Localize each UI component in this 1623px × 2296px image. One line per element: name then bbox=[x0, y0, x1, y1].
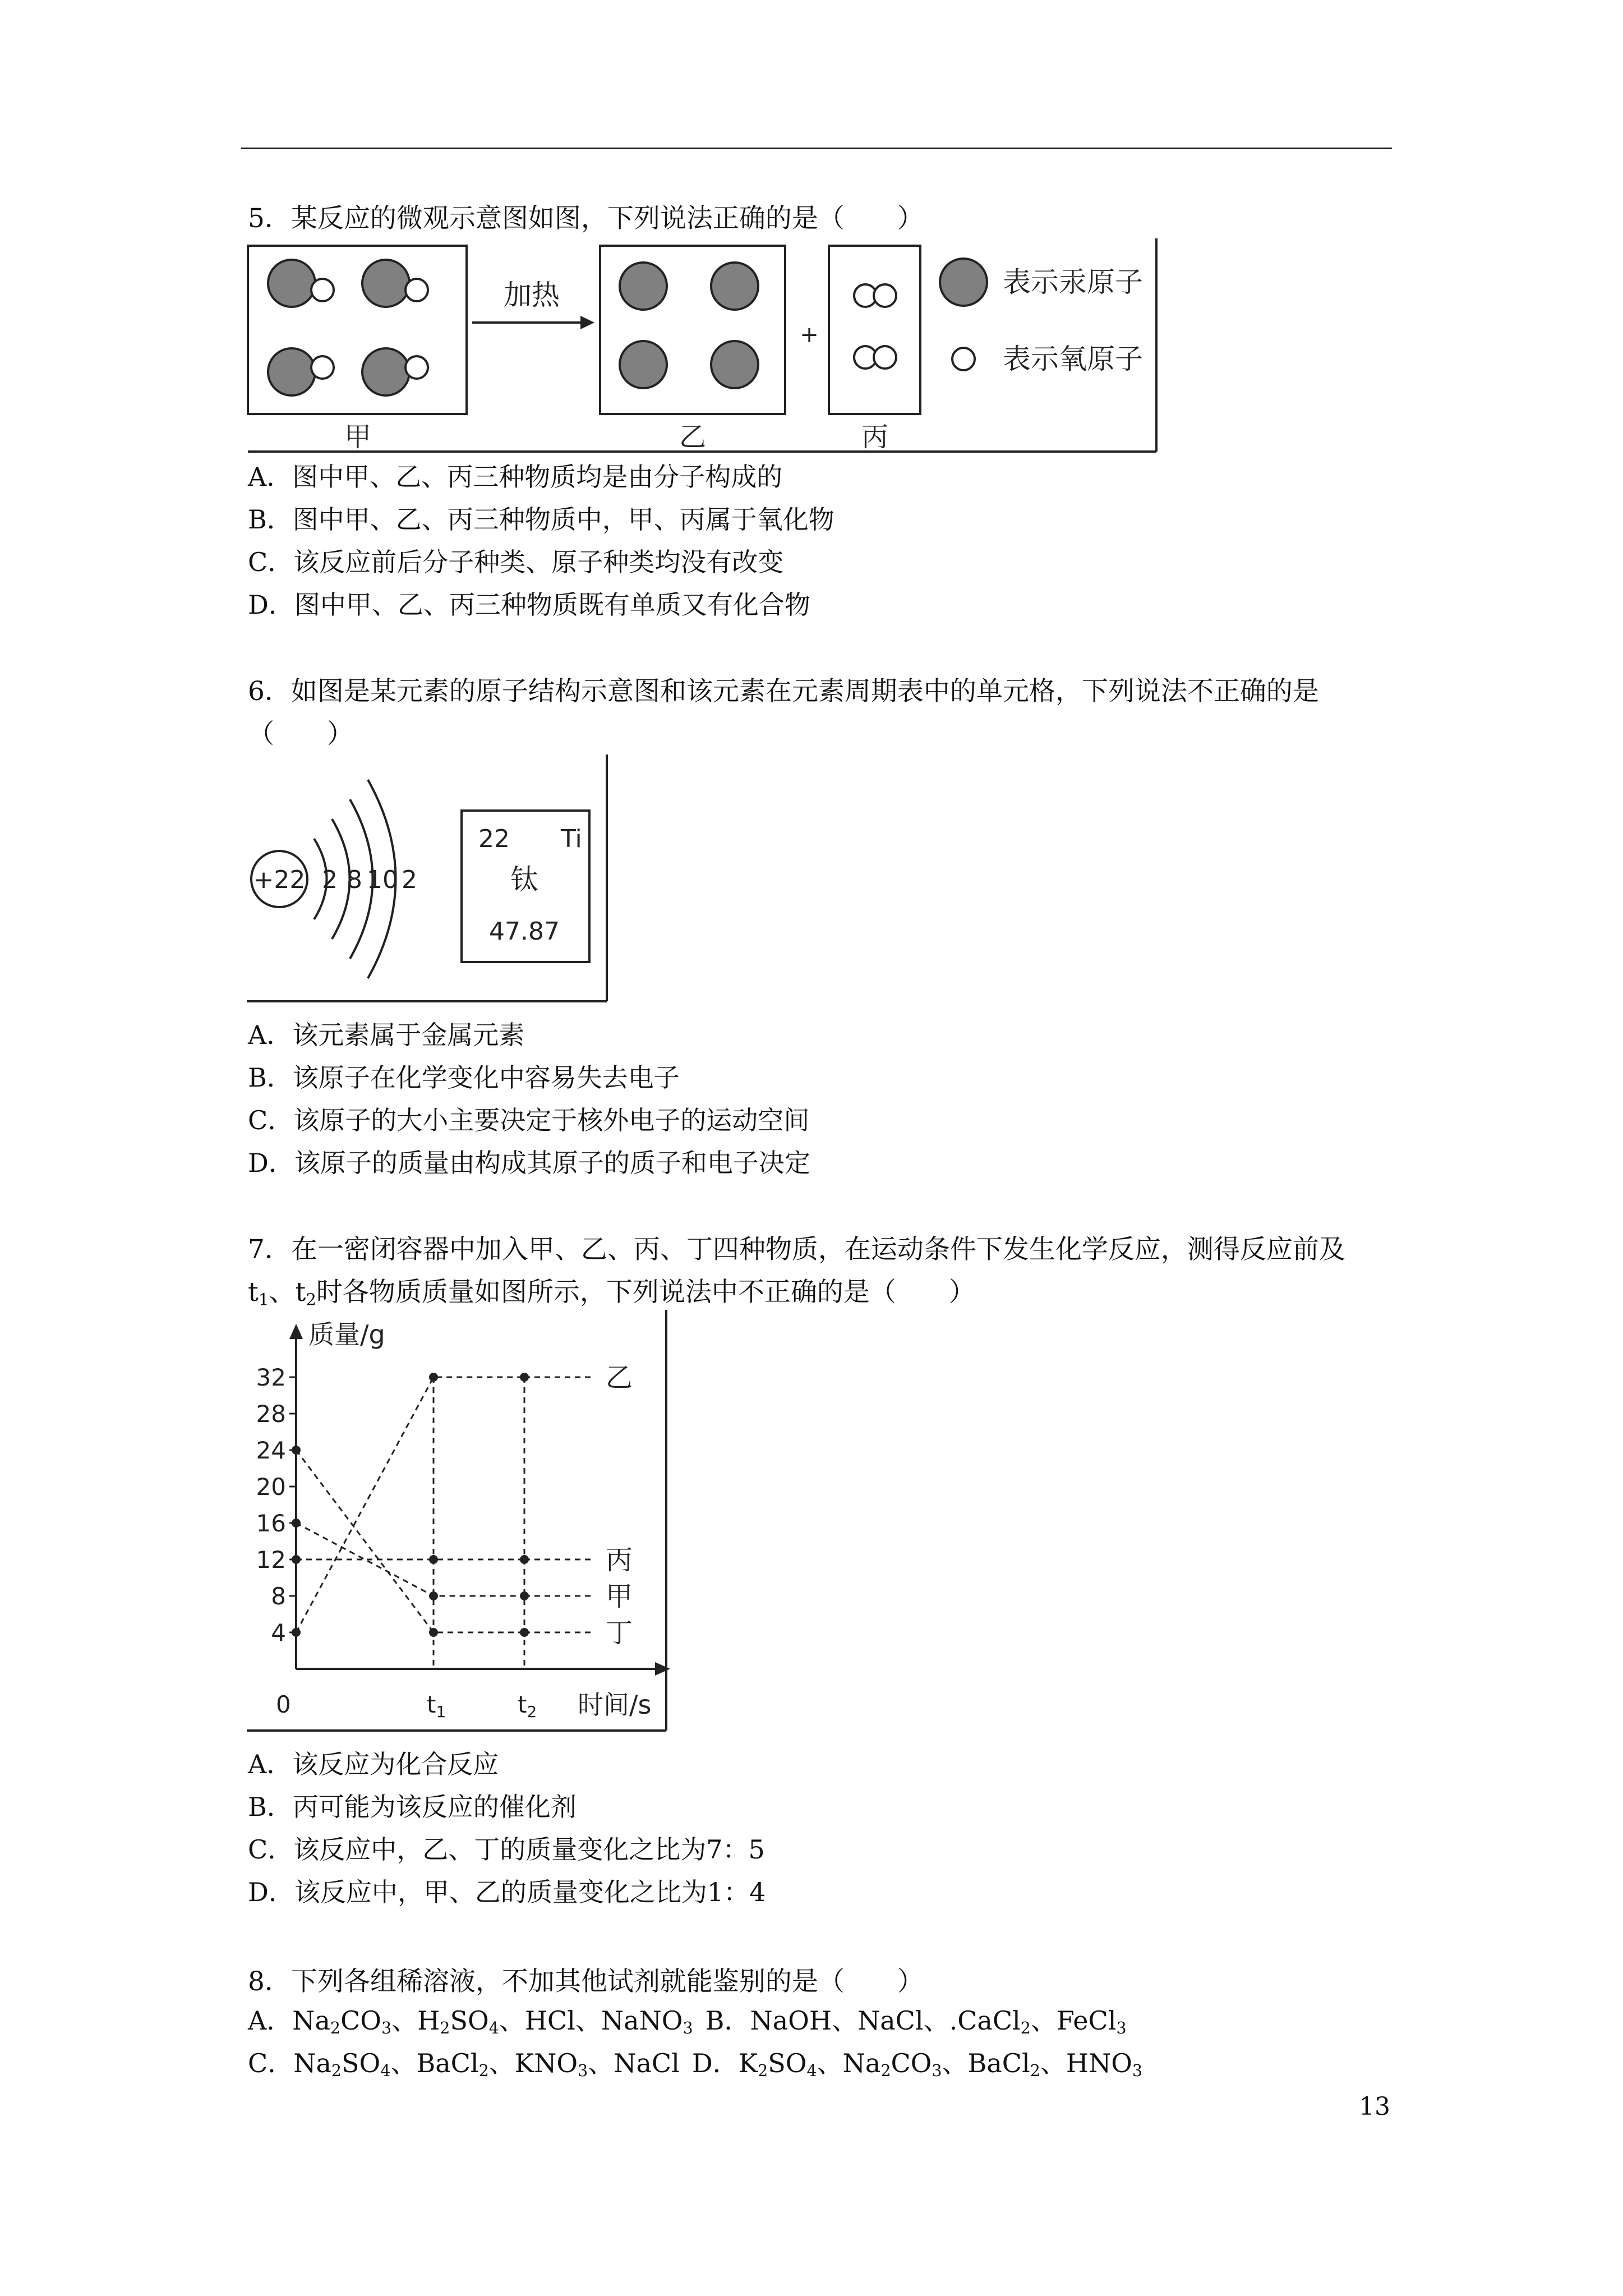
box-bing bbox=[829, 246, 920, 414]
q8-option-a: A．$Na_2CO_3$、$H_2SO_4$、HCl、NaNO$_3$ bbox=[248, 2005, 693, 2038]
q7-option-b: B．丙可能为该反应的催化剂 bbox=[248, 1792, 577, 1822]
reaction-arrow bbox=[472, 279, 594, 329]
header-rule bbox=[241, 148, 1392, 149]
x-tick-label: t2 bbox=[518, 1691, 537, 1721]
data-point bbox=[292, 1519, 301, 1527]
nucleus-charge: +22 bbox=[253, 866, 306, 894]
shell-2-count: 8 bbox=[347, 866, 362, 894]
shell-1-count: 2 bbox=[322, 866, 338, 894]
legend-oxygen: 表示氧原子 bbox=[1003, 343, 1143, 375]
box-jia bbox=[248, 246, 467, 414]
q6-option-c: C．该原子的大小主要决定于核外电子的运动空间 bbox=[248, 1105, 810, 1135]
data-point bbox=[292, 1555, 301, 1564]
series-label: 甲 bbox=[606, 1581, 633, 1612]
data-point bbox=[429, 1555, 438, 1564]
q8-option-d: D．$K_2SO_4$、$Na_2CO_3$、BaCl$_2$、$HNO_3$ bbox=[691, 2048, 1143, 2081]
question-6 bbox=[248, 670, 1398, 756]
data-point bbox=[520, 1373, 529, 1382]
data-point bbox=[520, 1555, 529, 1564]
q7-option-d: D．该反应中，甲、乙的质量变化之比为1：4 bbox=[248, 1877, 766, 1907]
oxygen-atom bbox=[311, 279, 334, 301]
origin-label: 0 bbox=[276, 1691, 291, 1718]
q7-option-c: C．该反应中，乙、丁的质量变化之比为7：5 bbox=[248, 1834, 765, 1865]
data-point bbox=[520, 1591, 529, 1600]
x-tick-label: t1 bbox=[427, 1691, 446, 1721]
q7-option-a: A．该反应为化合反应 bbox=[248, 1749, 499, 1779]
element-symbol: Ti bbox=[561, 825, 582, 853]
question-6-stem: 6．如图是某元素的原子结构示意图和该元素在元素周期表中的单元格，下列说法不正确的是（ ） bbox=[248, 676, 1319, 749]
y-tick-label: 28 bbox=[256, 1400, 286, 1428]
question-8 bbox=[248, 1961, 1398, 2003]
label-jia: 甲 bbox=[344, 421, 372, 453]
q6-option-d: D．该原子的质量由构成其原子的质子和电子决定 bbox=[248, 1148, 810, 1178]
q6-option-b: B．该原子在化学变化中容易失去电子 bbox=[248, 1062, 680, 1093]
atomic-mass: 47.87 bbox=[489, 917, 560, 946]
question-8-stem: 8．下列各组稀溶液，不加其他试剂就能鉴别的是（ ） bbox=[248, 1966, 924, 1997]
x-axis-label: 时间/s bbox=[578, 1690, 652, 1720]
mercury-atom bbox=[268, 260, 315, 307]
plus-sign: + bbox=[800, 322, 819, 348]
y-tick-label: 24 bbox=[256, 1437, 286, 1464]
question-7 bbox=[248, 1228, 1398, 1314]
atom-structure-diagram bbox=[241, 754, 617, 1007]
shell-3-count: 10 bbox=[367, 866, 398, 894]
legend-mercury: 表示汞原子 bbox=[1003, 266, 1143, 298]
mercury-legend-icon bbox=[940, 259, 987, 306]
reaction-diagram bbox=[241, 238, 1161, 457]
y-tick-label: 16 bbox=[256, 1510, 286, 1537]
periodic-table-cell bbox=[462, 811, 589, 962]
y-tick-label: 20 bbox=[256, 1473, 286, 1501]
question-5 bbox=[248, 197, 1398, 240]
q5-option-b: B．图中甲、乙、丙三种物质中，甲、丙属于氧化物 bbox=[248, 504, 834, 535]
arrow-label: 加热 bbox=[504, 279, 560, 311]
series-label: 丁 bbox=[606, 1617, 633, 1649]
series-line bbox=[296, 1377, 524, 1632]
q5-option-d: D．图中甲、乙、丙三种物质既有单质又有化合物 bbox=[248, 590, 810, 620]
q5-option-a: A．图中甲、乙、丙三种物质均是由分子构成的 bbox=[248, 462, 783, 492]
q8-options-row-2 bbox=[248, 2046, 1142, 2080]
y-axis-arrow bbox=[289, 1324, 303, 1339]
label-bing: 丙 bbox=[861, 421, 889, 453]
box-yi bbox=[600, 246, 785, 414]
q8-option-c: C．$Na_2SO_4$、BaCl$_2$、$KNO_3$、NaCl bbox=[248, 2048, 680, 2081]
data-point bbox=[429, 1628, 438, 1637]
element-name: 钛 bbox=[510, 863, 538, 896]
y-tick-label: 4 bbox=[271, 1619, 286, 1646]
mass-time-chart bbox=[241, 1310, 690, 1747]
question-7-stem: 7．在一密闭容器中加入甲、乙、丙、丁四种物质，在运动条件下发生化学反应，测得反应前及 $t_1$、$t_2$时各物质质量如图所示，下列说法中不正确的是（ ） bbox=[248, 1234, 1345, 1309]
series-line bbox=[296, 1450, 524, 1632]
q6-option-a: A．该元素属于金属元素 bbox=[248, 1020, 525, 1050]
q5-option-c: C．该反应前后分子种类、原子种类均没有改变 bbox=[248, 547, 784, 577]
data-point bbox=[429, 1591, 438, 1600]
q8-option-b: B．NaOH、NaCl、.CaCl$_2$、FeCl$_3$ bbox=[705, 2005, 1127, 2038]
label-yi: 乙 bbox=[679, 421, 707, 453]
data-point bbox=[292, 1446, 301, 1455]
atomic-number: 22 bbox=[478, 825, 510, 853]
page-number: 13 bbox=[1359, 2092, 1390, 2121]
shell-4-count: 2 bbox=[402, 866, 417, 894]
y-tick-label: 8 bbox=[271, 1582, 286, 1610]
data-point bbox=[520, 1628, 529, 1637]
series-label: 丙 bbox=[606, 1544, 633, 1576]
series-label: 乙 bbox=[606, 1362, 633, 1393]
legend bbox=[940, 259, 1143, 375]
question-5-stem: 5．某反应的微观示意图如图，下列说法正确的是（ ） bbox=[248, 203, 924, 234]
y-axis-label: 质量/g bbox=[308, 1319, 385, 1350]
data-point bbox=[292, 1628, 301, 1637]
q8-options-row-1 bbox=[248, 2004, 1127, 2037]
data-point bbox=[429, 1373, 438, 1382]
y-tick-label: 32 bbox=[256, 1364, 286, 1391]
y-tick-label: 12 bbox=[256, 1546, 286, 1573]
nucleus bbox=[251, 851, 307, 907]
oxygen-legend-icon bbox=[952, 348, 975, 370]
x-axis-arrow bbox=[655, 1662, 670, 1676]
